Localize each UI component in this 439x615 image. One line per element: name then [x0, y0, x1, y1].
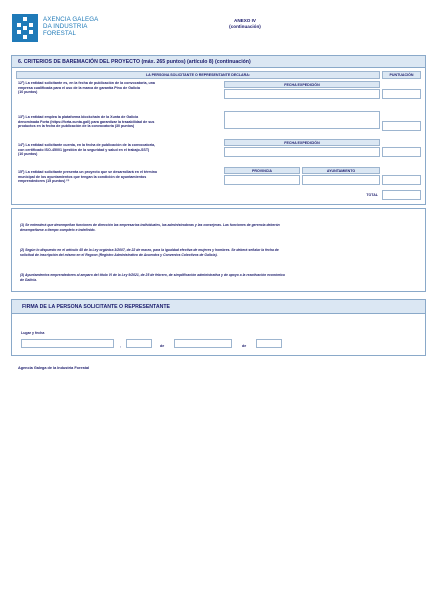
footnote-3-line1: (3) Ayuntamientos emprendedores al amparo del título VI de la Ley 9/2021, de 25 de febrero, de simplificación administrativa y de apoyo a la reactivación económica [20, 273, 285, 277]
agency-name-line3: FORESTAL [43, 30, 77, 38]
footnote-2-line2: solicitud de inscripción del mismo en el Regcon (Registro Administrativo de Acuerdos y Convenios Colectivos de Galicia). [20, 252, 218, 257]
footnote-1-line1: (1) Se entenderá que desempeñan funciones de dirección las empresarias individuales, las administradoras y las consejeras. Las funciones de gerencia deberán [20, 223, 280, 227]
place-date-label: Lugar y fecha [21, 331, 45, 335]
total-score-field[interactable] [382, 190, 421, 200]
criterion-12-line1: 12º) La entidad solicitante es, en la fecha de publicación de la convocatoria, una [18, 81, 155, 85]
criterion-12-line3: (10 puntos) [18, 90, 38, 95]
council-field[interactable] [302, 175, 380, 185]
month-field[interactable] [174, 339, 232, 348]
section-6-title: 6. CRITERIOS DE BAREMACIÓN DEL PROYECTO (máx. 265 puntos) (artículo 8) (continuación) [12, 56, 425, 68]
day-field[interactable] [126, 339, 152, 348]
footnote-2 [20, 248, 420, 257]
signature-section [11, 299, 426, 356]
criterion-14-line2: con certificado ISO-45001 (gestión de la seguridad y salud en el trabajo-SST) [18, 147, 150, 152]
footnotes-box [11, 208, 426, 292]
criterion-12-line2: empresa cualificada para el uso de la marca de garantía Pino de Galicia [18, 85, 141, 90]
agency-name-line1: AXENCIA GALEGA [43, 16, 99, 23]
criterion-13-line2: denominada Forta (https://forta.xunta.gal/) para garantizar la trazabilidad de sus [18, 119, 155, 124]
criterion-14-line1: 14º) La entidad solicitante cuenta, en la fecha de publicación de la convocatoria, [18, 143, 156, 147]
annex-subtitle: (continuación) [229, 24, 261, 29]
footer-agency-name: Agencia Galega de la Industria Forestal [18, 366, 90, 370]
criterion-12 [18, 81, 218, 95]
footnote-1 [20, 223, 420, 232]
criterion-15-score-field[interactable] [382, 175, 421, 185]
agency-name [43, 16, 98, 38]
council-header: AYUNTAMIENTO [302, 167, 380, 174]
criterion-13-detail-field[interactable] [224, 111, 380, 129]
place-field[interactable] [21, 339, 114, 348]
criterion-14-score-field[interactable] [382, 147, 421, 157]
criterion-13 [18, 115, 218, 129]
footnote-3-line2: de Galicia. [20, 277, 37, 282]
year-field[interactable] [256, 339, 282, 348]
annex-header [200, 18, 290, 30]
score-header: PUNTUACIÓN [382, 71, 421, 79]
xunta-emblem-icon [12, 14, 38, 42]
annex-title: ANEXO IV [234, 18, 256, 23]
criterion-15-line3: emprendedores (15 puntos) ⁽³⁾ [18, 179, 70, 184]
footnote-1-line2: desempeñarse a tiempo completo e indefinido. [20, 227, 96, 232]
criterion-15-line1: 15º) La entidad solicitante presenta un proyecto que se desarrollará en el término [18, 170, 158, 174]
de-label-1: de [160, 344, 165, 348]
agency-logo [12, 14, 132, 50]
declares-header: LA PERSONA SOLICITANTE O REPRESENTANTE DECLARA: [16, 71, 380, 79]
province-header: PROVINCIA [224, 167, 300, 174]
footnote-2-line1: (2) Según lo dispuesto en el artículo 45 de la Ley orgánica 3/2007, de 22 de marzo, para la igualdad efectiva de mujeres y hombres. Se deberá señalar la fecha de [20, 248, 279, 252]
de-label-2: de [242, 344, 247, 348]
criterion-12-date-header: FECHA EXPEDICIÓN [224, 81, 380, 88]
criterion-13-score-field[interactable] [382, 121, 421, 131]
section-6-criteria [11, 55, 426, 205]
province-field[interactable] [224, 175, 300, 185]
signature-title: FIRMA DE LA PERSONA SOLICITANTE O REPRESENTANTE [12, 300, 425, 314]
criterion-15 [18, 170, 218, 184]
criterion-14-date-header: FECHA EXPEDICIÓN [224, 139, 380, 146]
criterion-12-score-field[interactable] [382, 89, 421, 99]
criterion-15-line2: municipal de los ayuntamientos que tengan la condición de ayuntamientos [18, 174, 147, 179]
criterion-13-line3: productos en la fecha de publicación de la convocatoria (30 puntos) [18, 124, 135, 129]
footnote-3 [20, 273, 420, 282]
criterion-14 [18, 143, 218, 157]
criterion-14-line3: (10 puntos) [18, 152, 38, 157]
criterion-13-line1: 13º) La entidad emplea la plataforma blockchain de la Xunta de Galicia [18, 115, 139, 119]
total-label: TOTAL [366, 193, 378, 197]
criterion-12-date-field[interactable] [224, 89, 380, 99]
criterion-14-date-field[interactable] [224, 147, 380, 157]
agency-name-line2: DA INDUSTRIA [43, 23, 88, 31]
comma-separator: , [120, 344, 121, 348]
